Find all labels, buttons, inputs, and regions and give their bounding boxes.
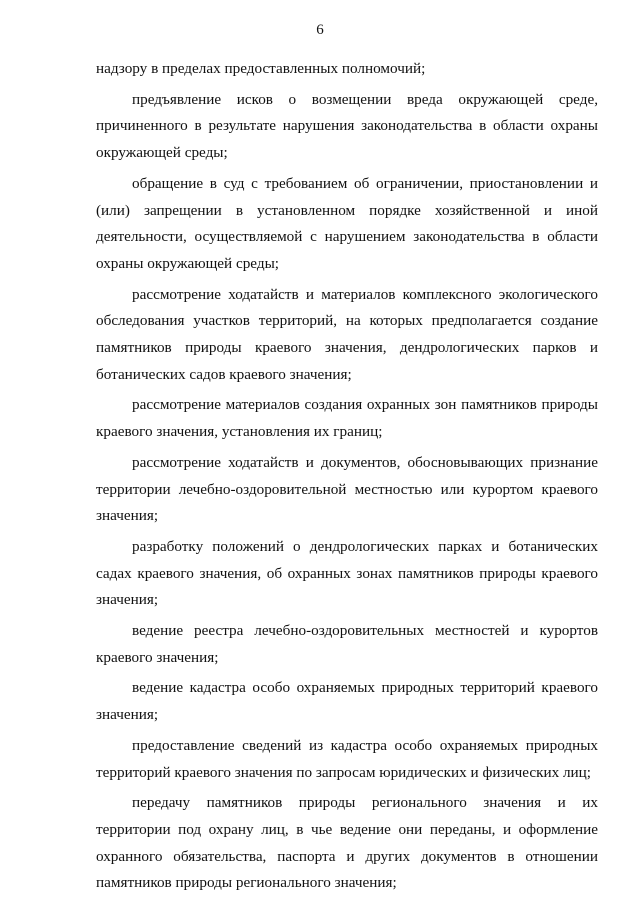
document-body [96,56,598,901]
paragraph: предоставление сведений из кадастра особо охраняемых природных территорий краевого значения по запросам юридических и физических лиц; [96,736,598,781]
page-number: 6 [316,22,324,38]
paragraph: рассмотрение ходатайств и материалов комплексного экологического обследования участков территорий, на которых предполагается создание памятников природы краевого значения, дендрологических парков и ботанических садов краевого значения; [96,285,598,383]
paragraph: предъявление исков о возмещении вреда окружающей среде, причиненного в результате нарушения законодательства в области охраны окружающей среды; [96,90,598,162]
paragraph: передачу памятников природы регионального значения и их территории под охрану лиц, в чье ведение они переданы, и оформление охранного обязательства, паспорта и других документов в отношении памятников природы регионального значения; [96,794,598,892]
paragraph: надзору в пределах предоставленных полномочий; [96,60,426,77]
paragraph: ведение реестра лечебно-оздоровительных местностей и курортов краевого значения; [96,622,598,666]
paragraph: ведение кадастра особо охраняемых природных территорий краевого значения; [96,679,598,724]
paragraph: разработку положений о дендрологических парках и ботанических садах краевого значения, об охранных зонах памятников природы краевого значения; [96,537,598,609]
paragraph: обращение в суд с требованием об ограничении, приостановлении и (или) запрещении в установленном порядке хозяйственной и иной деятельности, осуществляемой с нарушением законодательства в области охраны окружающей среды; [96,174,598,272]
paragraph: рассмотрение материалов создания охранных зон памятников природы краевого значения, установления их границ; [96,396,598,441]
paragraph: рассмотрение ходатайств и документов, обосновывающих признание территории лечебно-оздоровительной местностью или курортом краевого значения; [96,453,598,525]
